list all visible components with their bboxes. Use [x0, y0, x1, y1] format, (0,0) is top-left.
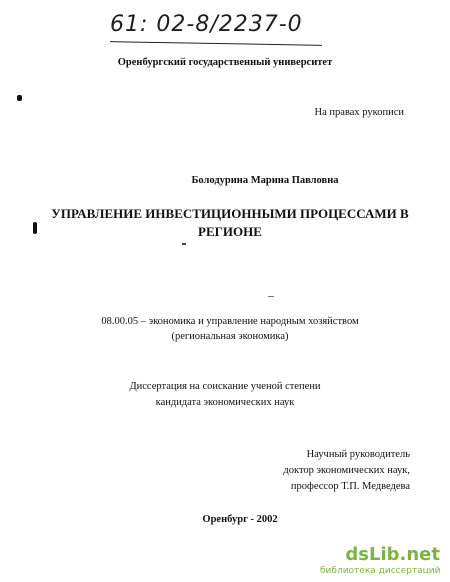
title-line-2: РЕГИОНЕ	[198, 224, 262, 239]
scan-speck	[33, 222, 37, 234]
supervisor-line-1: Научный руководитель	[306, 449, 410, 460]
scan-speck	[17, 95, 22, 101]
supervisor-line-2: доктор экономических наук,	[283, 465, 410, 476]
watermark-logo[interactable]: dsLib.net	[345, 544, 440, 565]
title-line-1: УПРАВЛЕНИЕ ИНВЕСТИЦИОННЫМИ ПРОЦЕССАМИ В	[51, 206, 409, 221]
watermark[interactable]	[320, 544, 440, 576]
degree-line-2: кандидата экономических наук	[155, 397, 295, 408]
specialty-line-1: 08.00.05 – экономика и управление народным хозяйством	[101, 316, 359, 327]
supervisor-line-3: профессор Т.П. Медведева	[290, 481, 410, 492]
watermark-caption: библиотека диссертаций	[320, 566, 441, 576]
dissertation-title	[20, 205, 440, 241]
scan-speck	[268, 296, 274, 297]
university-name: Оренбургский государственный университет	[117, 57, 333, 68]
author-name: Болодурина Марина Павловна	[191, 175, 339, 186]
handwritten-underline	[110, 41, 322, 46]
city-year: Оренбург - 2002	[202, 514, 278, 525]
handwritten-archive-number	[110, 12, 330, 48]
manuscript-rights-label: На правах рукописи	[314, 107, 404, 118]
specialty-block	[20, 314, 440, 344]
degree-block	[15, 379, 435, 411]
handwritten-archive-number-text: 61: 02-8/2237-0	[110, 12, 303, 37]
specialty-line-2: (региональная экономика)	[171, 331, 289, 342]
degree-line-1: Диссертация на соискание ученой степени	[129, 381, 321, 392]
scan-speck	[182, 243, 186, 245]
supervisor-block	[283, 447, 410, 495]
